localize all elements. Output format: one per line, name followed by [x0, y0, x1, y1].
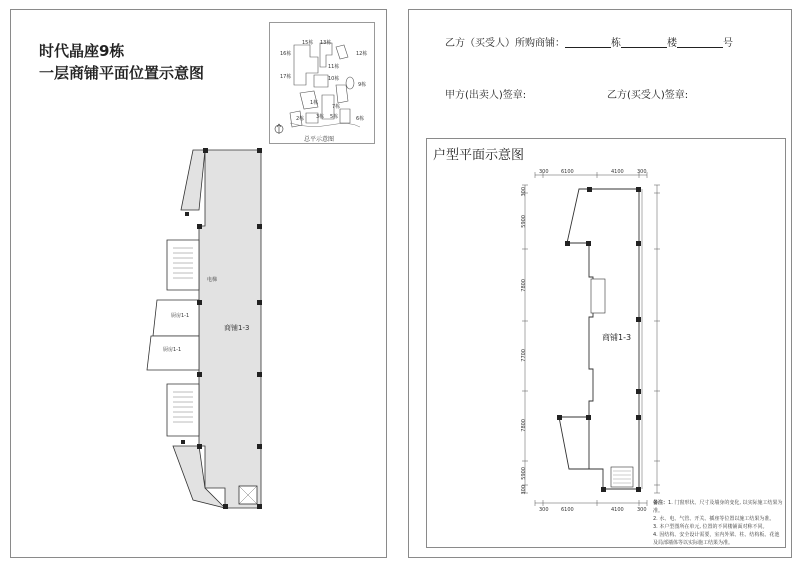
dim-top-3: 4100 [611, 169, 624, 175]
note-4: 4. 因结构、安全设计需要，室内外梁、柱、结构板、花池及局部墙体等以实际施工结果为准。 [653, 532, 780, 546]
kitchen-label-1: 厨房1-1 [171, 313, 190, 319]
floor-suffix: 楼 [667, 38, 677, 49]
layout-panel [426, 138, 786, 548]
kitchen-label-2: 厨房1-1 [163, 347, 182, 353]
site-label-3: 3栋 [316, 114, 325, 120]
note-1: 1. 门窗形状、尺寸及墙身的变化, 以实际施工结果为准。 [653, 500, 783, 514]
floor-blank[interactable] [621, 37, 667, 48]
dim-bottom-3: 4100 [611, 507, 624, 513]
notes-title: 备注： [653, 500, 669, 506]
unit-plan-drawing [517, 169, 667, 509]
layout-title: 户型平面示意图 [433, 148, 525, 163]
number-blank[interactable] [677, 37, 723, 48]
building-blank[interactable] [565, 37, 611, 48]
building-suffix: 栋 [611, 38, 621, 49]
seller-signature: 甲方(出卖人)签章: [445, 90, 527, 101]
number-suffix: 号 [723, 38, 733, 49]
dim-top-4: 300 [637, 169, 647, 175]
dim-side-1: 300 [521, 187, 527, 197]
dim-bottom-2: 6100 [561, 507, 574, 513]
note-2: 2. 水、电、气管、开关、插座等位置以施工结果为准。 [653, 516, 775, 522]
dim-side-3: 7800 [521, 279, 527, 292]
unit-shop-label: 商铺1-3 [602, 333, 632, 342]
site-label-7: 7栋 [332, 104, 341, 110]
purchase-prefix: 乙方（买受人）所购商铺： [445, 38, 565, 49]
dim-bottom-1: 300 [539, 507, 549, 513]
dim-side-5: 7800 [521, 419, 527, 432]
shop-label: 商铺1-3 [224, 324, 250, 332]
site-label-6: 6栋 [356, 116, 365, 122]
site-label-12: 12栋 [356, 51, 368, 57]
dim-bottom-4: 300 [637, 507, 647, 513]
floor-plan-drawing [111, 140, 291, 520]
dim-top-1: 300 [539, 169, 549, 175]
dim-side-4: 7700 [521, 349, 527, 362]
site-label-11: 11栋 [328, 64, 340, 70]
site-label-10: 10栋 [328, 76, 340, 82]
buyer-signature: 乙方(买受人)签章: [607, 90, 689, 101]
dim-side-2: 5900 [521, 215, 527, 228]
site-label-15: 15栋 [302, 40, 314, 46]
notes [653, 499, 783, 547]
elevator-label: 电梯 [207, 277, 218, 283]
site-label-2: 2栋 [296, 116, 305, 122]
floor-plan-title: 一层商铺平面位置示意图 [39, 64, 205, 82]
purchase-line [445, 34, 733, 49]
building-title: 时代晶座9栋 [39, 42, 125, 60]
site-label-13: 13栋 [320, 40, 332, 46]
site-label-1: 1栋 [310, 100, 319, 106]
site-label-17: 17栋 [280, 74, 292, 80]
dim-side-6: 5900 [521, 467, 527, 480]
site-label-9: 9栋 [358, 82, 367, 88]
dim-top-2: 6100 [561, 169, 574, 175]
left-sheet [10, 9, 387, 558]
dim-side-7: 300 [521, 485, 527, 495]
site-map [269, 22, 375, 144]
right-sheet [408, 9, 792, 558]
site-map-caption: 总平示意图 [304, 136, 335, 143]
site-label-5: 5栋 [330, 114, 339, 120]
site-label-16: 16栋 [280, 51, 292, 57]
note-3: 3. 本户型图所在单元, 位置的不同楼铺面对称不同。 [653, 524, 768, 530]
